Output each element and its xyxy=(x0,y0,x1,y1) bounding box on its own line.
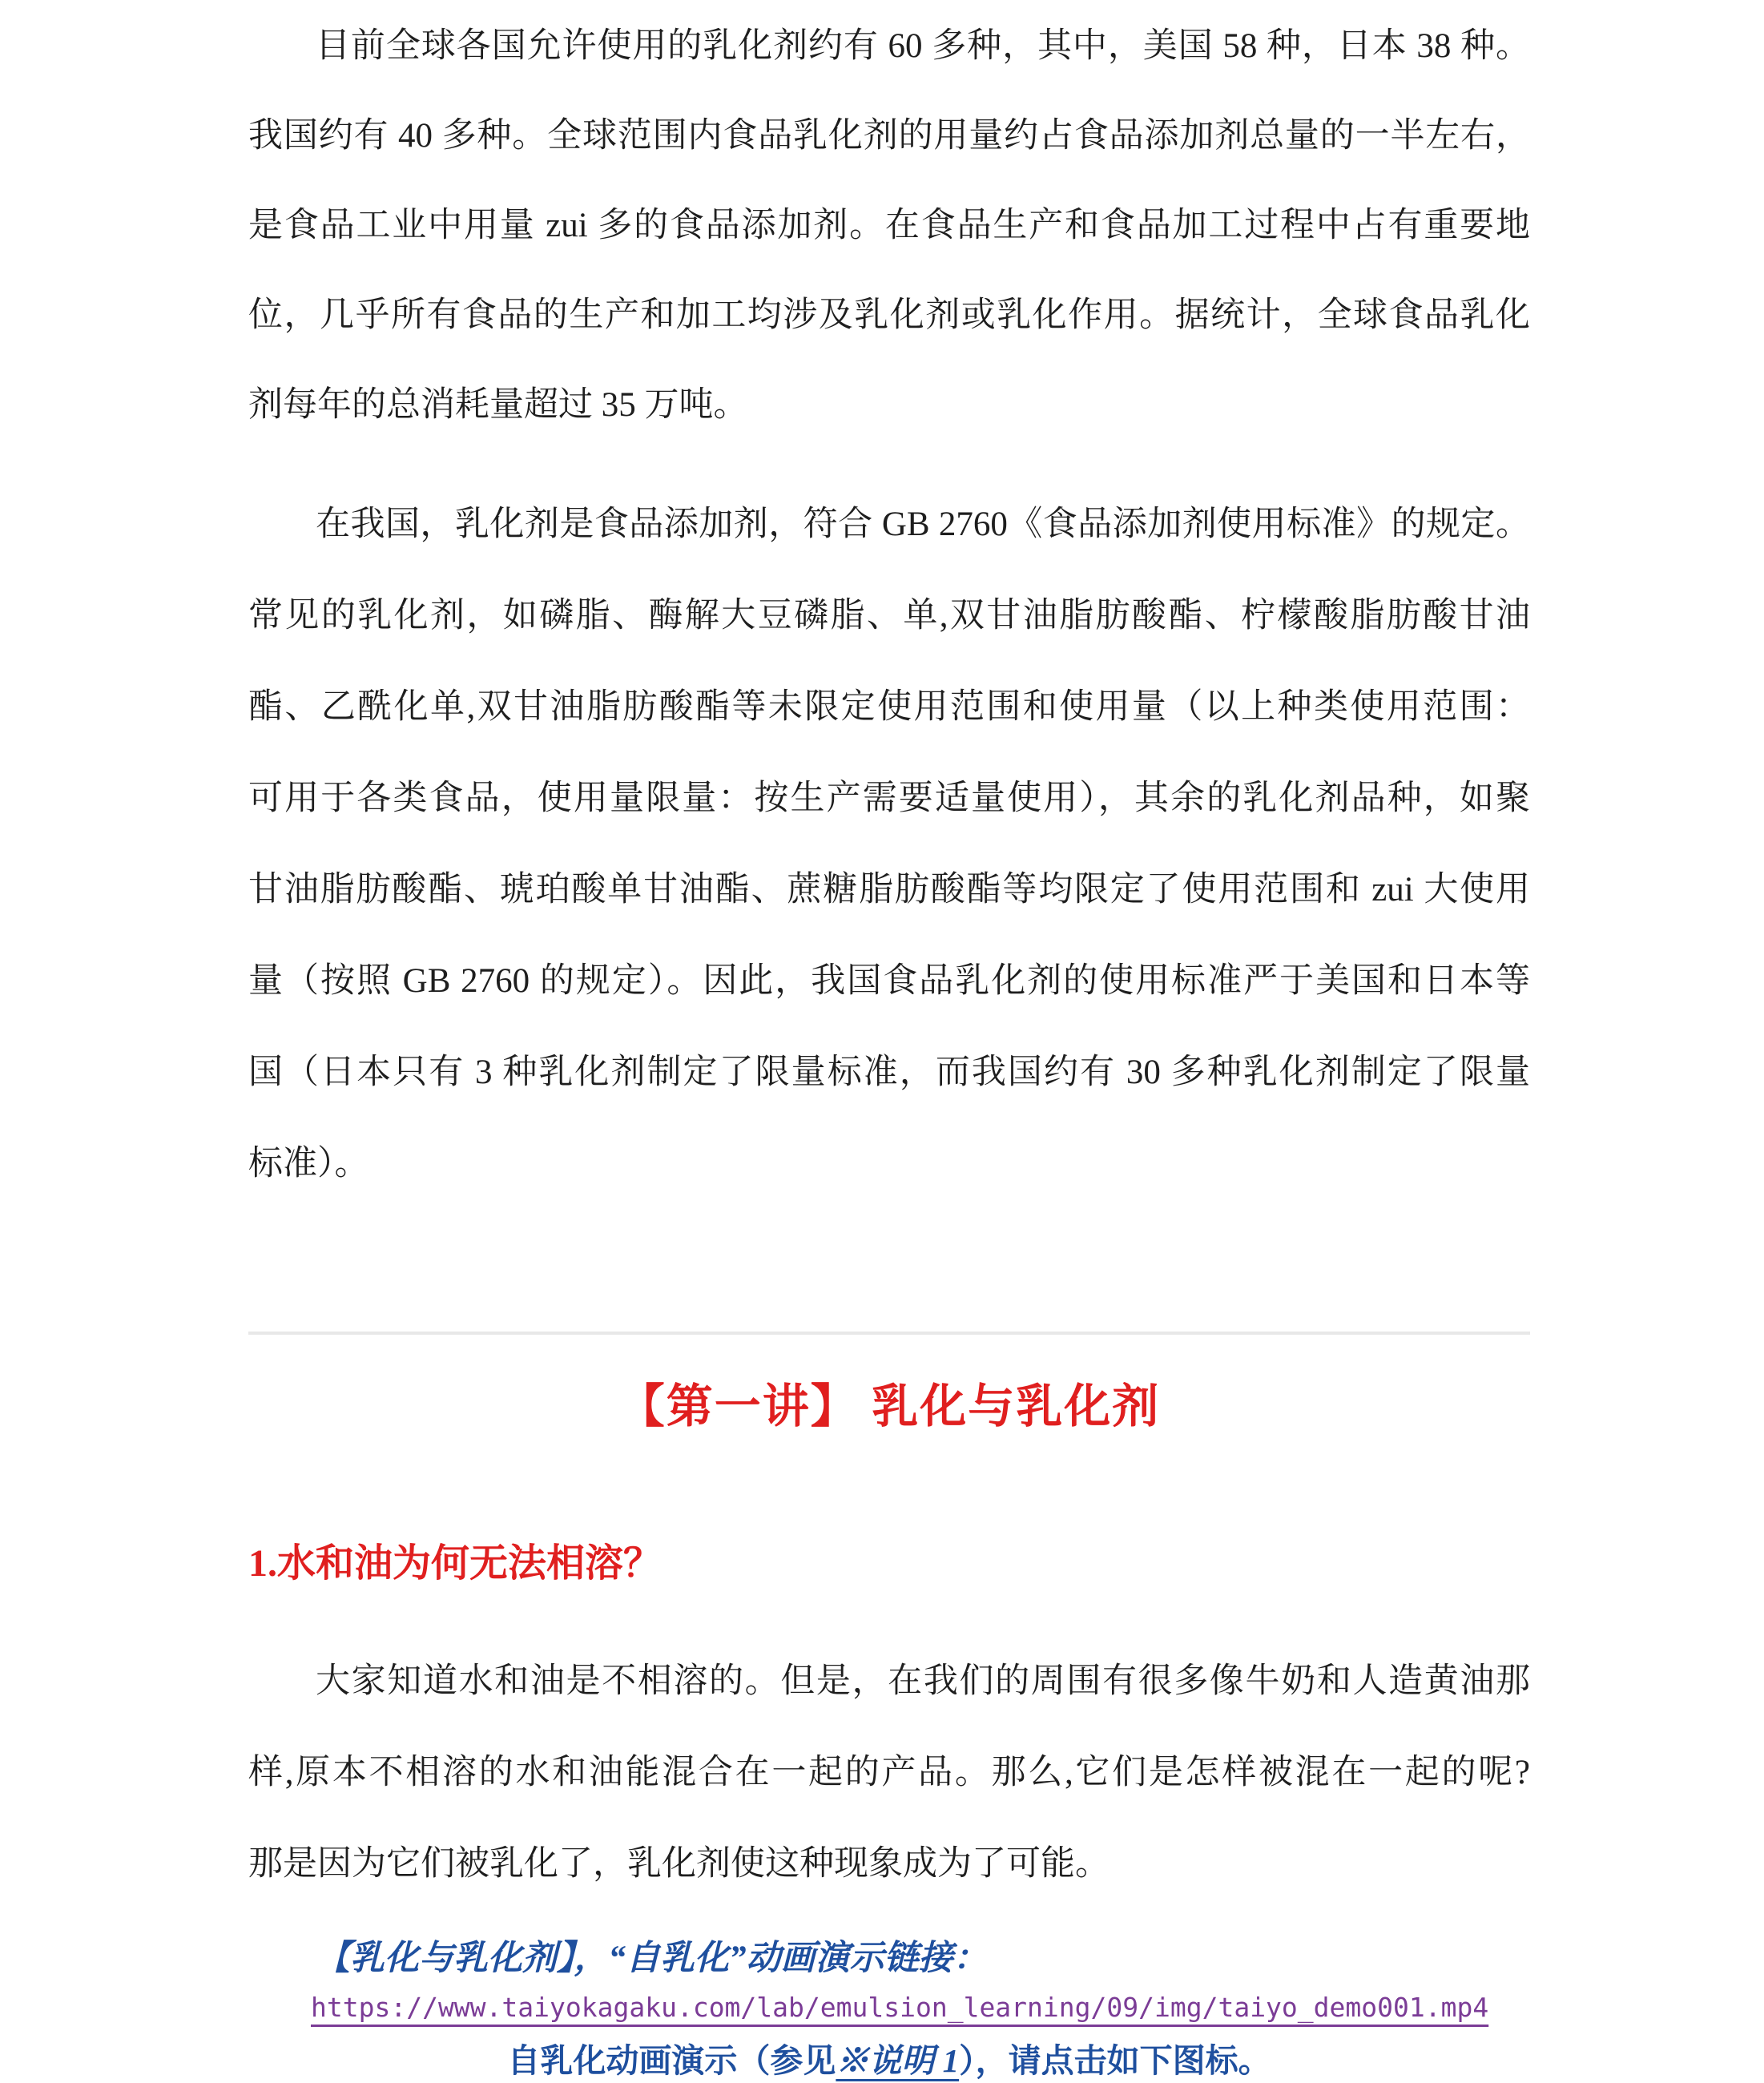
paragraph-line: 大家知道水和油是不相溶的。但是，在我们的周围有很多像牛奶和人造黄油那 xyxy=(316,1662,1530,1700)
paragraph-line: 酯、乙酰化单,双甘油脂肪酸酯等未限定使用范围和使用量（以上种类使用范围： xyxy=(248,688,1530,726)
intro-paragraph-1 xyxy=(248,2,1530,450)
demo-note xyxy=(248,2037,1530,2083)
demo-link-line xyxy=(248,1984,1530,2037)
paragraph-line: 样,原本不相溶的水和油能混合在一起的产品。那么,它们是怎样被混在一起的呢? xyxy=(248,1754,1530,1791)
paragraph-line: 目前全球各国允许使用的乳化剂约有 60 多种，其中，美国 58 种，日本 38 种。 xyxy=(316,27,1530,65)
paragraph-line: 那是因为它们被乳化了，乳化剂使这种现象成为了可能。 xyxy=(248,1845,1110,1883)
paragraph-line: 标准）。 xyxy=(248,1145,369,1183)
paragraph-line: 剂每年的总消耗量超过 35 万吨。 xyxy=(248,386,748,424)
section-heading: 【第一讲】 乳化与乳化剂 xyxy=(618,1380,1161,1432)
demo-video-link[interactable]: https://www.taiyokagaku.com/lab/emulsion_learning/09/img/taiyo_demo001.mp4 xyxy=(311,1992,1489,2023)
paragraph-line: 在我国，乳化剂是食品添加剂，符合 GB 2760《食品添加剂使用标准》的规定。 xyxy=(316,506,1530,543)
paragraph-line: 可用于各类食品，使用量限量：按生产需要适量使用），其余的乳化剂品种，如聚 xyxy=(248,780,1530,817)
demo-caption: 【乳化与乳化剂】，“自乳化”动画演示链接： xyxy=(316,1940,988,1977)
note-text-prefix: 自乳化动画演示（参见 xyxy=(507,2042,836,2079)
paragraph-line: 是食品工业中用量 zui 多的食品添加剂。在食品生产和食品加工过程中占有重要地 xyxy=(248,207,1530,244)
paragraph-line: 我国约有 40 多种。全球范围内食品乳化剂的用量约占食品添加剂总量的一半左右， xyxy=(248,117,1530,155)
question-subheading: 1.水和油为何无法相溶？ xyxy=(248,1542,663,1585)
section-divider xyxy=(248,1332,1530,1335)
paragraph-line: 量（按照 GB 2760 的规定）。因此，我国食品乳化剂的使用标准严于美国和日本等 xyxy=(248,962,1530,1000)
document-content xyxy=(248,0,1530,2083)
paragraph-line: 国（日本只有 3 种乳化剂制定了限量标准，而我国约有 30 多种乳化剂制定了限量 xyxy=(248,1054,1530,1091)
note-link[interactable]: ※说明 1 xyxy=(836,2042,960,2079)
paragraph-line: 常见的乳化剂，如磷脂、酶解大豆磷脂、单,双甘油脂肪酸酯、柠檬酸脂肪酸甘油 xyxy=(248,597,1530,635)
paragraph-line: 甘油脂肪酸酯、琥珀酸单甘油酯、蔗糖脂肪酸酯等均限定了使用范围和 zui 大使用 xyxy=(248,871,1530,909)
intro-paragraph-2 xyxy=(248,479,1530,1210)
note-text-suffix: ），请点击如下图标。 xyxy=(959,2042,1271,2079)
paragraph-line: 位，几乎所有食品的生产和加工均涉及乳化剂或乳化作用。据统计，全球食品乳化 xyxy=(248,296,1530,334)
body-paragraph xyxy=(248,1636,1530,1910)
